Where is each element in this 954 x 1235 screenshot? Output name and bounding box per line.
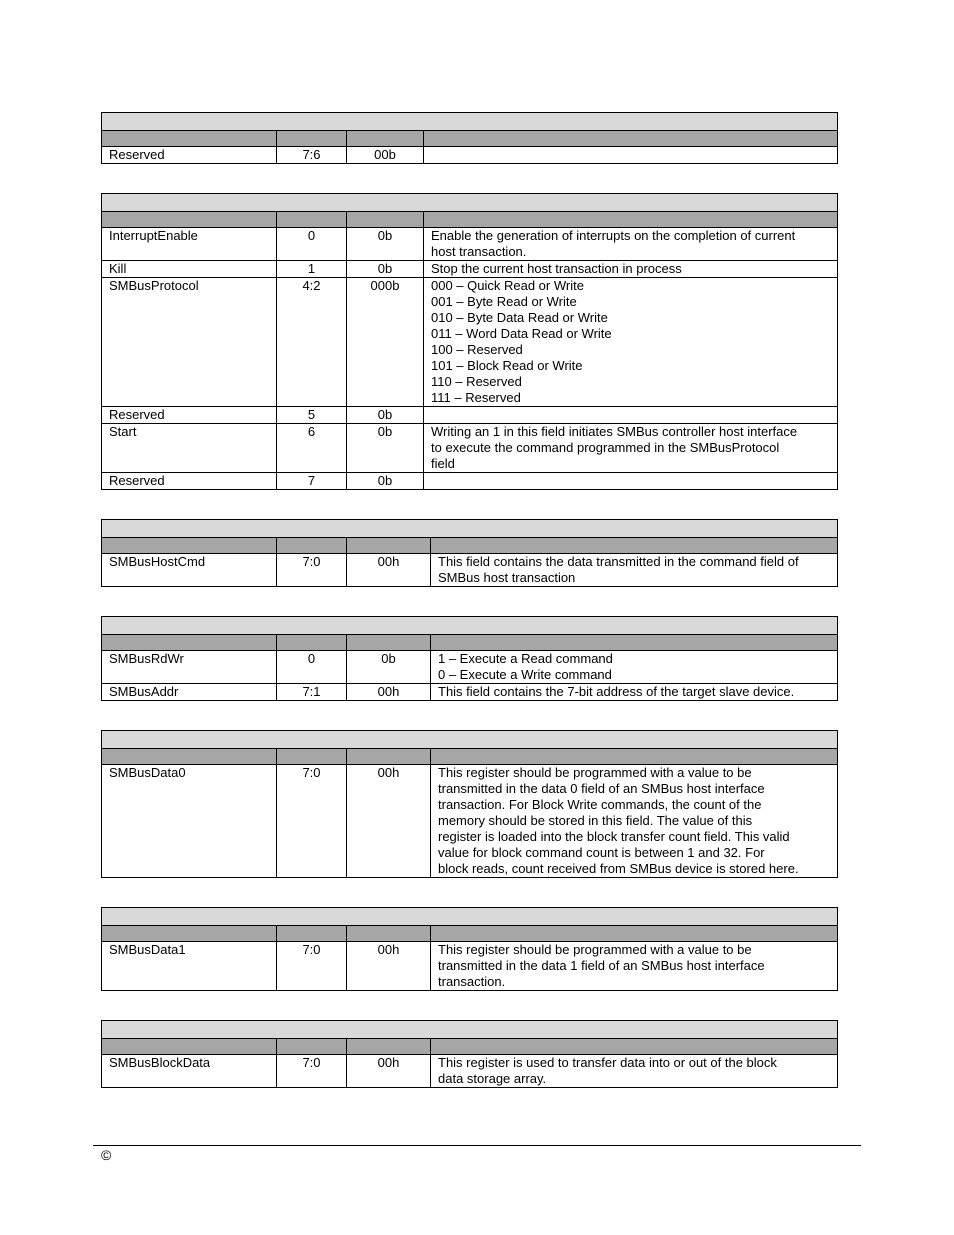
bits-cell: 1 bbox=[277, 261, 347, 278]
bits-cell: 7:0 bbox=[277, 765, 347, 878]
default-cell: 00b bbox=[347, 147, 424, 164]
description-cell bbox=[431, 651, 838, 684]
description-line: This register should be programmed with a value to be bbox=[438, 942, 752, 957]
table-row bbox=[102, 228, 838, 261]
default-cell: 0b bbox=[347, 228, 424, 261]
table-header-row bbox=[102, 749, 838, 765]
description-cell bbox=[424, 278, 838, 407]
table-header-row bbox=[102, 131, 838, 147]
default-cell: 0b bbox=[347, 424, 424, 473]
table-title-bar bbox=[102, 908, 838, 926]
bits-cell: 4:2 bbox=[277, 278, 347, 407]
default-cell: 0b bbox=[347, 473, 424, 490]
description-line: This register should be programmed with a value to be bbox=[438, 765, 752, 780]
description-line: Enable the generation of interrupts on the completion of current bbox=[431, 228, 796, 243]
field-name: Reserved bbox=[102, 147, 277, 164]
field-name: Start bbox=[102, 424, 277, 473]
bits-cell: 7:0 bbox=[277, 942, 347, 991]
register-table-host-cmd bbox=[101, 519, 838, 587]
bits-cell: 0 bbox=[277, 228, 347, 261]
description-line: register is loaded into the block transfer count field. This valid bbox=[438, 829, 790, 844]
table-title-bar bbox=[102, 731, 838, 749]
description-line: 111 – Reserved bbox=[431, 390, 521, 405]
description-line: transaction. For Block Write commands, the count of the bbox=[438, 797, 762, 812]
table-title-bar bbox=[102, 113, 838, 131]
default-cell: 0b bbox=[347, 651, 431, 684]
description-line: memory should be stored in this field. The value of this bbox=[438, 813, 753, 828]
description-line: 101 – Block Read or Write bbox=[431, 358, 583, 373]
table-header-row bbox=[102, 538, 838, 554]
bits-cell: 7 bbox=[277, 473, 347, 490]
table-row bbox=[102, 424, 838, 473]
description-line: Stop the current host transaction in process bbox=[431, 261, 682, 276]
description-line: 011 – Word Data Read or Write bbox=[431, 326, 612, 341]
default-cell: 00h bbox=[347, 1055, 431, 1088]
field-name: Reserved bbox=[102, 473, 277, 490]
description-line: data storage array. bbox=[438, 1071, 547, 1086]
bits-cell: 7:0 bbox=[277, 554, 347, 587]
register-table-reserved bbox=[101, 112, 838, 164]
bits-cell: 5 bbox=[277, 407, 347, 424]
description-line: 001 – Byte Read or Write bbox=[431, 294, 577, 309]
field-name: Reserved bbox=[102, 407, 277, 424]
bits-cell: 6 bbox=[277, 424, 347, 473]
description-line: This field contains the 7-bit address of the target slave device. bbox=[438, 684, 795, 699]
description-line: 1 – Execute a Read command bbox=[438, 651, 613, 666]
table-title-bar bbox=[102, 194, 838, 212]
description-line: 0 – Execute a Write command bbox=[438, 667, 612, 682]
field-name: InterruptEnable bbox=[102, 228, 277, 261]
default-cell: 00h bbox=[347, 942, 431, 991]
description-cell bbox=[424, 147, 838, 164]
table-row bbox=[102, 261, 838, 278]
description-line: 110 – Reserved bbox=[431, 374, 522, 389]
description-line: value for block command count is between 1 and 32. For bbox=[438, 845, 765, 860]
description-cell bbox=[431, 942, 838, 991]
description-line: transmitted in the data 1 field of an SMBus host interface bbox=[438, 958, 765, 973]
field-name: SMBusAddr bbox=[102, 684, 277, 701]
bits-cell: 7:1 bbox=[277, 684, 347, 701]
bits-cell: 0 bbox=[277, 651, 347, 684]
description-line: 000 – Quick Read or Write bbox=[431, 278, 584, 293]
field-name: SMBusBlockData bbox=[102, 1055, 277, 1088]
default-cell: 0b bbox=[347, 407, 424, 424]
table-row bbox=[102, 554, 838, 587]
table-row bbox=[102, 942, 838, 991]
description-cell bbox=[431, 554, 838, 587]
description-cell bbox=[424, 424, 838, 473]
register-table-data1 bbox=[101, 907, 838, 991]
default-cell: 00h bbox=[347, 765, 431, 878]
table-row bbox=[102, 278, 838, 407]
table-header-row bbox=[102, 926, 838, 942]
description-cell bbox=[424, 228, 838, 261]
description-cell bbox=[431, 765, 838, 878]
description-line: 010 – Byte Data Read or Write bbox=[431, 310, 608, 325]
bits-cell: 7:6 bbox=[277, 147, 347, 164]
table-title-bar bbox=[102, 617, 838, 635]
table-row bbox=[102, 651, 838, 684]
description-line: field bbox=[431, 456, 455, 471]
register-table-block-data bbox=[101, 1020, 838, 1088]
table-row bbox=[102, 1055, 838, 1088]
field-name: SMBusData0 bbox=[102, 765, 277, 878]
table-header-row bbox=[102, 1039, 838, 1055]
footer-divider bbox=[93, 1145, 861, 1146]
copyright-symbol: © bbox=[101, 1147, 112, 1163]
description-cell bbox=[431, 684, 838, 701]
table-header-row bbox=[102, 635, 838, 651]
description-line: transmitted in the data 0 field of an SMBus host interface bbox=[438, 781, 765, 796]
register-table-host-control bbox=[101, 193, 838, 490]
field-name: SMBusData1 bbox=[102, 942, 277, 991]
table-row bbox=[102, 473, 838, 490]
description-line: host transaction. bbox=[431, 244, 527, 259]
field-name: SMBusRdWr bbox=[102, 651, 277, 684]
description-cell bbox=[424, 407, 838, 424]
description-line: block reads, count received from SMBus device is stored here. bbox=[438, 861, 799, 876]
table-row bbox=[102, 684, 838, 701]
table-row bbox=[102, 407, 838, 424]
default-cell: 00h bbox=[347, 684, 431, 701]
table-title-bar bbox=[102, 520, 838, 538]
description-cell bbox=[431, 1055, 838, 1088]
table-header-row bbox=[102, 212, 838, 228]
description-cell bbox=[424, 261, 838, 278]
table-title-bar bbox=[102, 1021, 838, 1039]
field-name: Kill bbox=[102, 261, 277, 278]
bits-cell: 7:0 bbox=[277, 1055, 347, 1088]
description-line: transaction. bbox=[438, 974, 506, 989]
description-line: to execute the command programmed in the SMBusProtocol bbox=[431, 440, 780, 455]
default-cell: 0b bbox=[347, 261, 424, 278]
table-row bbox=[102, 147, 838, 164]
description-cell bbox=[424, 473, 838, 490]
default-cell: 000b bbox=[347, 278, 424, 407]
field-name: SMBusHostCmd bbox=[102, 554, 277, 587]
table-row bbox=[102, 765, 838, 878]
field-name: SMBusProtocol bbox=[102, 278, 277, 407]
description-line: SMBus host transaction bbox=[438, 570, 576, 585]
register-table-address bbox=[101, 616, 838, 701]
register-table-data0 bbox=[101, 730, 838, 878]
description-line: This register is used to transfer data into or out of the block bbox=[438, 1055, 777, 1070]
description-line: This field contains the data transmitted in the command field of bbox=[438, 554, 799, 569]
description-line: 100 – Reserved bbox=[431, 342, 523, 357]
default-cell: 00h bbox=[347, 554, 431, 587]
description-line: Writing an 1 in this field initiates SMBus controller host interface bbox=[431, 424, 798, 439]
